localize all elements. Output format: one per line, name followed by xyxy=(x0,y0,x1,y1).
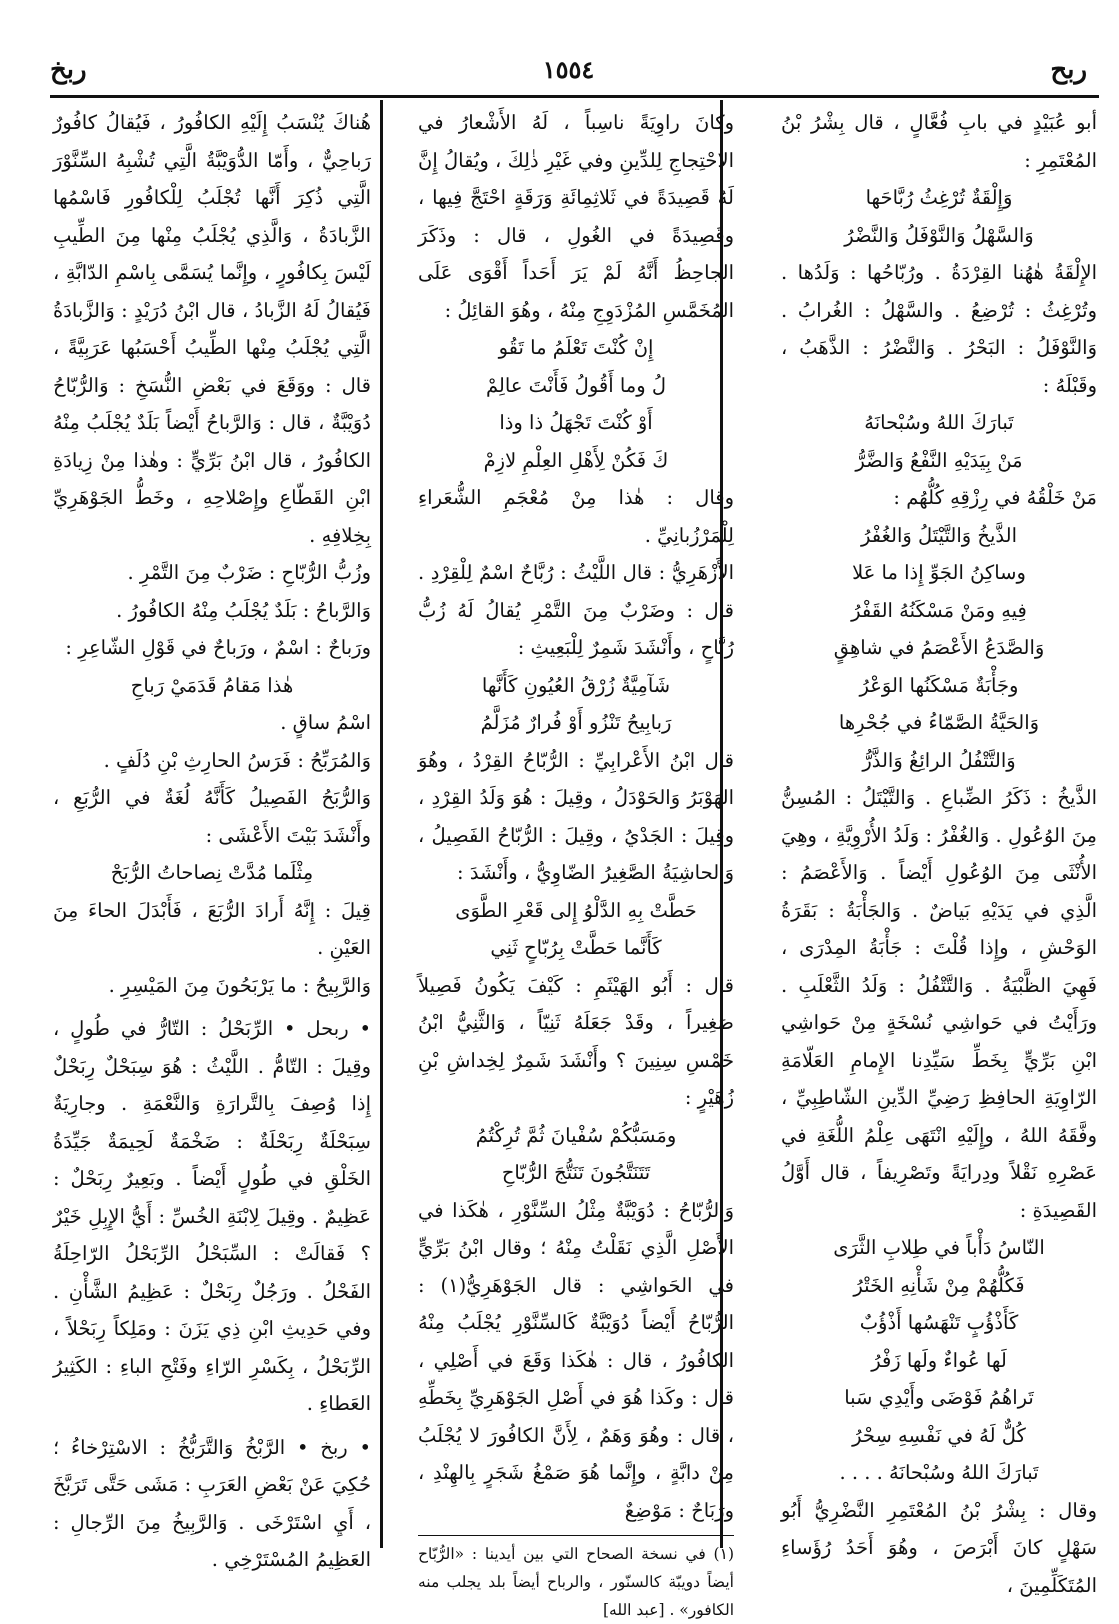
prose-paragraph: وَالرُّبَحُ الفَصِيلُ كَأَنَّهُ لُغَةٌ في الرُّبَعِ ، وأَنْشَدَ بَيْتَ الأَعْشَى : xyxy=(53,786,371,847)
verse-line: وَإِلْقَةٌ تُرْغِثُ رُبَّاحَها xyxy=(865,186,1013,209)
prose-paragraph: وَالرَّبِيحُ : ما يَرْبَحُونَ مِنَ المَيْسِرِ . xyxy=(108,973,371,997)
verse-line: شَآمِيَّةٌ زُرْقُ العُيُونِ كَأَنَّها xyxy=(481,673,671,697)
verse-line: كَ فَكُنْ لِأَهْلِ العِلْمِ لازِمْ xyxy=(483,448,669,472)
prose-paragraph: هُناكَ يُنْسَبُ إِلَيْهِ الكافُورُ ، فَيُقالُ كافُورٌ رَباحِيٌّ ، وأَمّا الدُّوَيْبَّةُ الَّتِي تُشْبِهُ السِّنَّوْرَ الَّتِي ذُكِرَ أَنَّها تُجْلَبُ لِلْكافُورِ فَاسْمُها الزَّبادَةُ ، وَالَّذِي يُجْلَبُ مِنْها مِنَ الطِّيبِ لَيْسَ بِكافُورٍ ، وإِنَّما يُسَمَّى بِاسْمِ الدّابَّةِ ، فَيُقالُ لَهُ الزَّبادُ ، قال ابْنُ دُرَيْدٍ : وَالزَّبادَةُ الَّتِي يُجْلَبُ مِنْها الطِّيبُ أَحْسَبُها عَرَبِيَّةً ، قال : ووَقَعَ في بَعْضِ النُّسَخِ : وَالرُّبّاحُ دُوَيْبَّةٌ ، قال : وَالرَّباحُ أَيْضاً بَلَدٌ يُجْلَبُ مِنْهُ الكافُورُ ، قال ابْنُ بَرِّيٍّ : وهٰذا مِنْ زِيادَةِ ابْنِ القَطّاعِ وإِصْلاحِهِ ، وخَطُّ الجَوْهَرِيِّ بِخِلافِهِ . xyxy=(53,111,371,547)
prose-paragraph: وزُبُّ الرُّبّاحِ : ضَرْبٌ مِنَ التَّمْرِ . xyxy=(127,561,371,584)
verse-line: فَكُلُّهُمْ مِنْ شَأْنِهِ الخَتْرُ xyxy=(853,1273,1025,1297)
column-right xyxy=(781,104,1097,1597)
verse-line: وَالصَّدَعُ الأَعْصَمُ في شاهِقٍ xyxy=(833,636,1045,659)
verse-line: النّاسُ دَأْباً في طِلابِ الثَّرَى xyxy=(833,1236,1045,1259)
prose-paragraph: وَالرُّبّاحُ : دُوَيْبَّةٌ مِثْلُ السِّنَّوْرِ ، هٰكَذا في الأَصْلِ الَّذِي نَقَلْتُ مِنْهُ ؛ وقال ابْنُ بَرِّيٍّ في الحَواشِي : قال الجَوْهَرِيُّ(١) : الرُّبّاحُ أَيْضاً دُوَيْبَّةٌ كَالسِّنَّوْرِ يُجْلَبُ مِنْهُ الكافُورُ ، قال : هٰكَذا وَقَعَ في أَصْلِي ، قال : وكَذا هُوَ في أَصْلِ الجَوْهَرِيِّ بِخَطِّهِ ، قال : وهُوَ وَهَمٌ ، لِأَنَّ الكافُورَ لا يُجْلَبُ مِنْ دابَّةٍ ، وإِنَّما هُوَ صَمْغُ شَجَرٍ بِالهِنْدِ ، ورَبَاحٌ : مَوْضِعٌ xyxy=(418,1198,734,1522)
prose-paragraph: الذَّيخُ : ذَكَرُ الضِّباعِ . وَالتَّيْتَلُ : المُسِنُّ مِنَ الوُعُولِ . وَالغُفْرُ : وَلَدُ الأُرْوِيَّةِ ، وهِيَ الأُنْثَى مِنَ الوُعُولِ أَيْضاً . وَالأَعْصَمُ : الَّذِي في يَدَيْهِ بَياضٌ . وَالجَأْبَةُ : بَقَرَةُ الوَحْشِ ، وإِذا قُلْتَ : جَأْبَةُ المِدْرَى ، فَهِيَ الظَّبْيَةُ . وَالتَّتْفُلُ : وَلَدُ الثَّعْلَبِ . ورَأَيْتُ في حَواشِي نُسْخَةٍ مِنْ حَواشِي ابْنِ بَرِّيٍّ بِخَطِّ سَيِّدِنا الإِمامِ العَلّامَةِ الرّاوِيَةِ الحافِظِ رَضِيِّ الدِّينِ الشّاطِبِيِّ ، وفَّقَهُ اللهُ ، وإِلَيْهِ انْتَهَى عِلْمُ اللُّغَةِ في عَصْرِهِ نَقْلاً ودِرايَةً وتَصْرِيفاً ، قال أَوَّلُ القَصِيدَةِ : xyxy=(781,786,1097,1222)
verse-line: تَبارَكَ اللهُ وسُبْحانَهُ . . . . xyxy=(839,1461,1039,1484)
footnote-rule xyxy=(418,1535,734,1536)
verse-line: تَتَنَتَّجُونَ تَنَتُّجَ الرُّبّاحِ xyxy=(501,1161,651,1184)
header-rule xyxy=(50,95,1099,98)
prose-paragraph: قِيلَ : إِنَّهُ أَرادَ الرُّبَعَ ، فَأَبْدَلَ الحاءَ مِنَ العَيْنِ . xyxy=(53,898,371,959)
verse-line: كَأَنَّما حَطَّتْ بِرُبّاحٍ ثَنِي xyxy=(490,936,662,959)
prose-paragraph: ورَباحٌ : اسْمٌ ، ورَباحٌ في قَوْلِ الشّاعِرِ : xyxy=(65,636,371,659)
verse-line: كُلٌّ لَهُ في نَفْسِهِ سِحْرُ xyxy=(852,1423,1026,1447)
page-header xyxy=(50,55,1087,95)
verse-line: كَأَذْؤُبٍ تَنْهَسُها أَذْؤُبٌ xyxy=(859,1311,1019,1334)
column-middle xyxy=(418,104,734,1619)
prose-paragraph: مَنْ خَلْقُهُ في رِزْقِهِ كُلُّهُم : xyxy=(893,486,1097,509)
verse-line: وجَأْبَةٌ مَسْكَنُها الوَعْرُ xyxy=(859,673,1019,697)
prose-paragraph: وكانَ راوِيَةً ناسِباً ، لَهُ الأَشْعارُ في الاحْتِجاجِ لِلدِّينِ وفي غَيْرِ ذٰلِكَ ، ويُقالُ إِنَّ لَهُ قَصِيدَةً في ثَلاثِمِائَةِ وَرَقَةٍ احْتَجَّ فِيها ، وقَصِيدَةً في الغُولِ ، قال : وذَكَرَ الجاحِظُ أَنَّهُ لَمْ يَرَ أَحَداً أَقْوَى عَلَى المُخَمَّسِ المُزْدَوِجِ مِنْهُ ، وهُوَ القائِلُ : xyxy=(418,111,734,322)
verse-line: مِثْلَما مُدَّتْ نِصاحاتُ الرُّبَحْ xyxy=(110,861,314,884)
verse-line: تَراهُمُ فَوْضَى وأَيْدِي سَبا xyxy=(844,1386,1034,1409)
header-root-word-left: ربخ xyxy=(50,55,87,85)
prose-paragraph: الأَزْهَرِيُّ : قال اللَّيْثُ : رُبَّاحٌ اسْمٌ لِلْقِرْدِ . قال : وضَرْبٌ مِنَ التَّمْرِ يُقالُ لَهُ زُبُّ رُبَّاحٍ ، وأَنْشَدَ شَمِرٌ لِلْبَعِيثِ : xyxy=(418,561,734,659)
prose-paragraph: وقال : بِشْرُ بْنُ المُعْتَمِرِ النَّضْرِيُّ أَبُو سَهْلٍ كانَ أَبْرَصَ ، وهُوَ أَحَدُ رُؤَساءِ المُتَكَلِّمِينَ ، xyxy=(781,1498,1097,1597)
prose-paragraph: وقال : هٰذا مِنْ مُعْجَمِ الشُّعَراءِ لِلْمَرْزُبانِيِّ . xyxy=(418,486,734,547)
footnote: (١) في نسخة الصحاح التي بين أيدينا : «الرُّبّاح أيضاً دويبّة كالسنّور ، والرباح أيضاً بلد يجلب منه الكافور» . [عبد الله] xyxy=(418,1545,734,1619)
verse-line: لَها عُواءٌ ولَها زَفْرُ xyxy=(871,1348,1007,1372)
verse-line: فِيهِ ومَنْ مَسْكَنُهُ القَفْرُ xyxy=(851,598,1027,622)
verse-line: ومَسَبُّكُمْ سُفْيانَ ثُمَّ تُرِكْتُمُ xyxy=(475,1123,677,1147)
page-number: ١٥٥٤ xyxy=(542,55,595,84)
verse-line: وساكِنُ الجَوِّ إِذا ما عَلا xyxy=(852,561,1026,584)
header-root-word-right: ربح xyxy=(1050,55,1087,85)
entry-paragraph: • ربحل • الرِّبَحْلُ : التّارُّ في طُولٍ ، وقِيلَ : التّامُّ . اللَّيْثُ : هُوَ سِبَحْلٌ رِبَحْلٌ إِذا وُصِفَ بِالتَّرارَةِ وَالنَّعْمَةِ . وجارِيَةٌ سِبَحْلَةٌ رِبَحْلَةٌ : ضَخْمَةٌ لَحِيمَةٌ جَيِّدَةُ الخَلْقِ في طُولٍ أَيْضاً . وبَعِيرٌ رِبَحْلٌ : عَظِيمٌ . وقِيلَ لِابْنَةِ الخُسِّ : أَيُّ الإِبِلِ خَيْرٌ ؟ فَقالَتْ : السِّبَحْلُ الرِّبَحْلُ الرّاحِلَةُ الفَحْلُ . ورَجُلٌ رِبَحْلٌ : عَظِيمُ الشَّأْنِ . وفي حَدِيثِ ابْنِ ذِي يَزَنَ : ومَلِكاً رِبَحْلاً ، الرِّبَحْلُ ، بِكَسْرِ الرّاءِ وفَتْحِ الباءِ : الكَثِيرُ العَطاءِ . xyxy=(53,1017,371,1415)
verse-line: مَنْ بِيَدَيْهِ النَّفْعُ وَالضَّرُّ xyxy=(855,448,1023,472)
entry-paragraph: • ربخ • الرَّبْخُ وَالتَّرَبُّخُ : الاسْتِرْخاءُ ؛ حُكِيَ عَنْ بَعْضِ العَرَبِ : مَشَى حَتَّى تَرَبَّخَ ، أَيِ اسْتَرْخَى . وَالرَّبِيخُ مِنَ الرِّجالِ : العَظِيمُ المُسْتَرْخِي . xyxy=(53,1435,371,1571)
verse-line: أَوْ كُنْتَ تَجْهَلُ ذا وذا xyxy=(499,411,653,434)
verse-line: الذَّيخُ وَالتَّيْتَلُ وَالغُفْرُ xyxy=(860,523,1017,547)
verse-line: هٰذا مَقامُ قَدَمَيْ رَباحِ xyxy=(130,673,294,697)
prose-paragraph: أبو عُبَيْدٍ في بابِ فُعَّالٍ ، قال بِشْرُ بْنُ المُعْتَمِرِ : xyxy=(781,111,1097,172)
prose-paragraph: قال ابْنُ الأَعْرابِيِّ : الرُّبّاحُ القِرْدُ ، وهُوَ الهَوْبَرُ وَالحَوْدَلُ ، وقِيلَ : هُوَ وَلَدُ القِرْدِ ، وقِيلَ : الجَدْيُ ، وقِيلَ : الرُّبّاحُ الفَصِيلُ ، وَالحاشِيَةُ الصَّغِيرُ الضّاوِيُّ ، وأَنْشَدَ : xyxy=(418,748,734,884)
verse-line: لُ وما أَقُولُ فَأَنْتَ عالِمْ xyxy=(485,373,667,397)
verse-line: وَالتَّتْفُلُ الرائِغُ وَالذَّرُّ xyxy=(862,748,1016,772)
verse-line: رَبابِيحُ تَنْزُو أَوْ فُرارٌ مُزَلَّمُ xyxy=(480,711,672,734)
column-separator-left xyxy=(380,100,383,1548)
verse-line: حَطَّتْ بِهِ الدَّلْوُ إِلى قَعْرِ الطَّوَى xyxy=(455,898,697,922)
prose-paragraph: اسْمُ ساقٍ . xyxy=(280,711,371,734)
prose-paragraph: قال : أَبُو الهَيْثَمِ : كَيْفَ يَكُونُ فَصِيلاً صَغِيراً ، وقَدْ جَعَلَهُ ثَنِيّاً ، وَالثَّنِيُّ ابْنُ خَمْسِ سِنِينَ ؟ وأَنْشَدَ شَمِرٌ لِخِداشِ بْنِ زُهَيْرٍ : xyxy=(418,973,734,1109)
verse-line: تَبارَكَ اللهُ وسُبْحانَهُ xyxy=(864,411,1014,434)
prose-paragraph: وَالمُرَبِّحُ : فَرَسُ الحارِثِ بْنِ دُلَفٍ . xyxy=(103,748,371,772)
column-left xyxy=(53,104,371,1571)
prose-paragraph: الإِلْقَةُ هٰهُنا القِرْدَةُ . ورُبّاحُها : وَلَدُها . وتُرْغِثُ : تُرْضِعُ . والسَّهْلُ : الغُرابُ . وَالنَّوْفَلُ : البَحْرُ . وَالنَّضْرُ : الذَّهَبُ ، وقَبْلَهُ : xyxy=(781,261,1097,397)
verse-line: وَالسَّهْلُ وَالنَّوْفَلُ وَالنَّضْرُ xyxy=(844,223,1034,247)
prose-paragraph: وَالرَّباحُ : بَلَدٌ يُجْلَبُ مِنْهُ الكافُورُ . xyxy=(116,598,371,622)
verse-line: إِنْ كُنْتَ تَعْلَمُ ما تَقُو xyxy=(498,336,654,359)
verse-line: وَالحَيَّةُ الصَّمّاءُ في جُحْرِها xyxy=(838,711,1040,734)
